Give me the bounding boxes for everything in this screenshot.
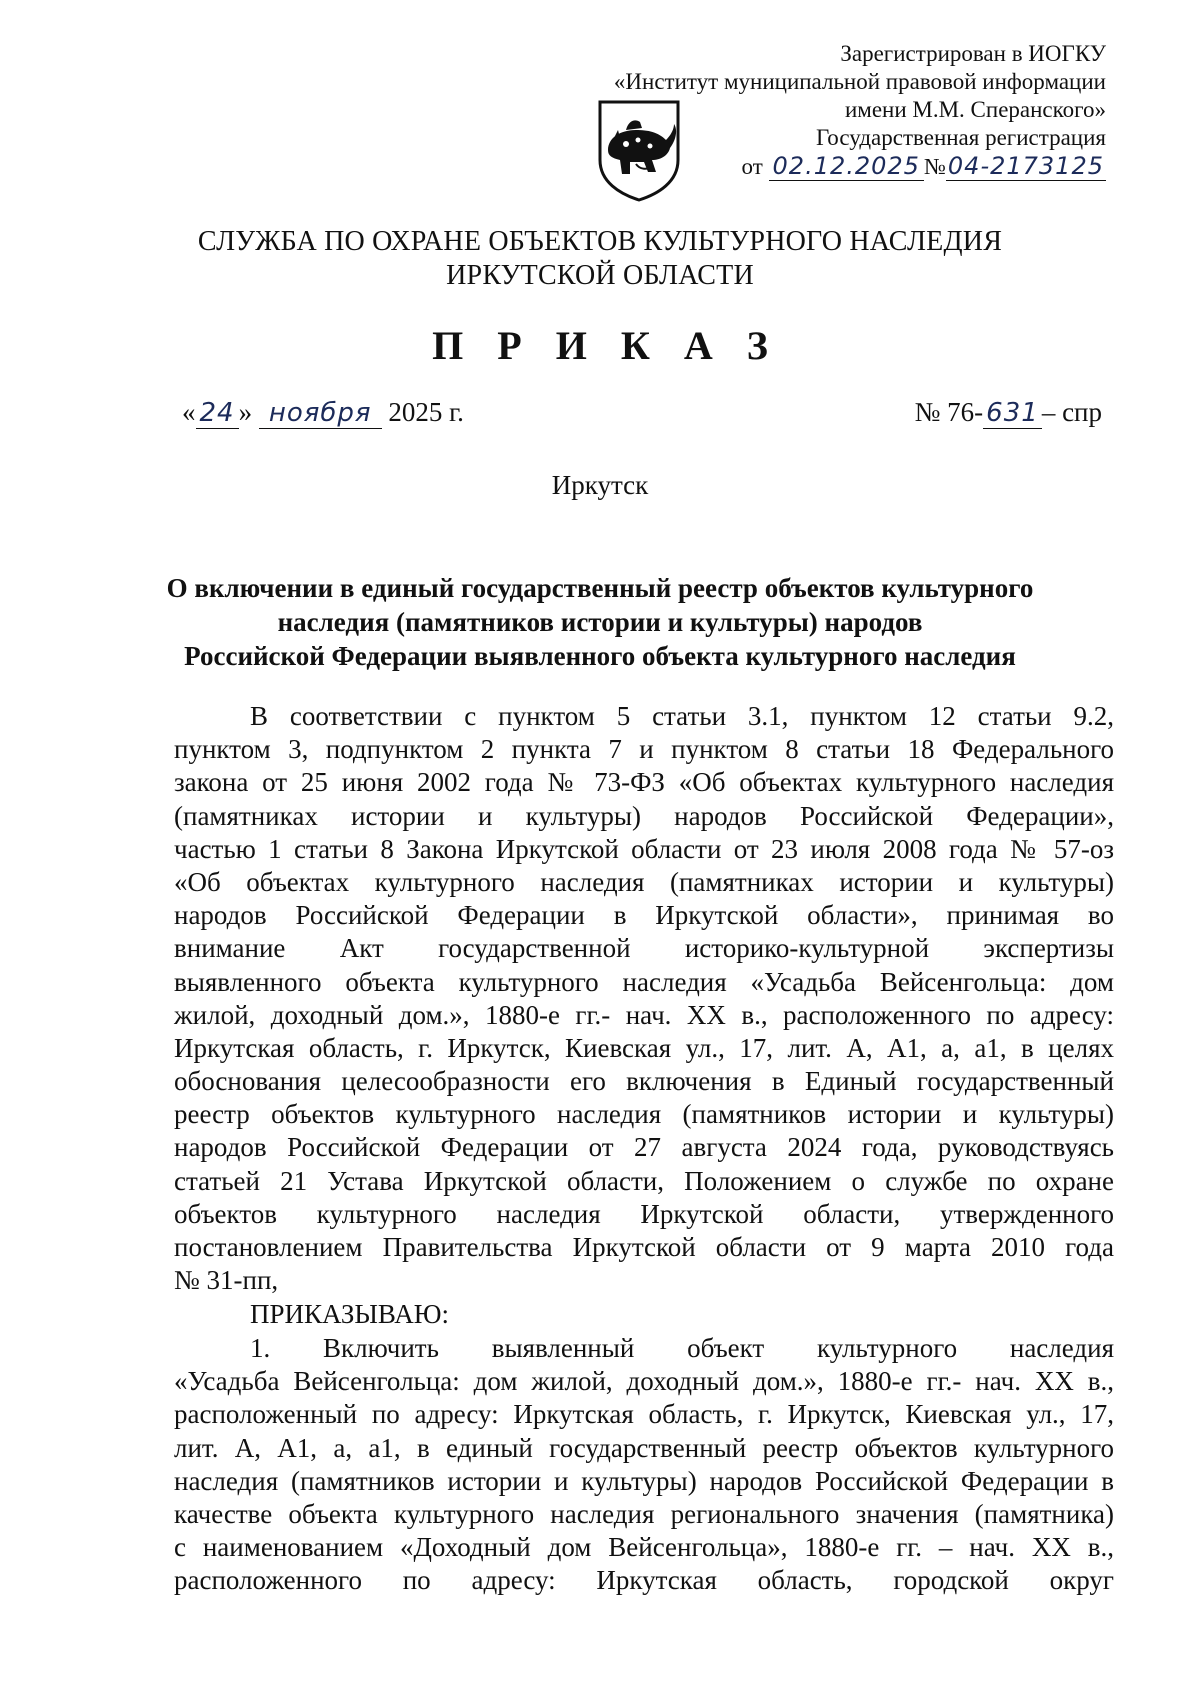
order-item-1 — [174, 1332, 1114, 1598]
order-number-prefix: № 76- — [914, 397, 984, 427]
text-line: народов Российской Федерации от 27 августа 2024 года, руководствуясь — [174, 1132, 1114, 1163]
text-line: наследия (памятников истории и культуры) народов Российской Федерации в — [174, 1465, 1114, 1496]
text-line: выявленного объекта культурного наследия «Усадьба Вейсенгольца: дом — [174, 966, 1114, 997]
text-line: качестве объекта культурного наследия регионального значения (памятника) — [174, 1498, 1114, 1529]
text-line: «Усадьба Вейсенгольца: дом жилой, доходный дом.», 1880-е гг.- нач. XX в., — [174, 1366, 1114, 1397]
registration-line: имени М.М. Сперанского» — [844, 97, 1106, 122]
text-line: внимание Акт государственной историко-культурной экспертизы — [174, 933, 1114, 964]
text-line: лит. А, А1, а, а1, в единый государственный реестр объектов культурного — [174, 1432, 1114, 1463]
text-line: с наименованием «Доходный дом Вейсенгольца», 1880-е гг. – нач. XX в., — [174, 1532, 1114, 1563]
text-line: № 31-пп, — [174, 1265, 279, 1296]
registration-number: 04-2173125 — [947, 152, 1104, 180]
agency-name-line: ИРКУТСКОЙ ОБЛАСТИ — [446, 260, 754, 291]
document-title — [120, 571, 1080, 673]
registration-number-prefix: № — [923, 154, 946, 179]
text-line: «Об объектах культурного наследия (памятниках истории и культуры) — [174, 866, 1114, 897]
text-line: объектов культурного наследия Иркутской области, утвержденного — [174, 1198, 1114, 1229]
agency-name — [0, 225, 1200, 293]
title-line: Российской Федерации выявленного объекта культурного наследия — [184, 641, 1016, 671]
order-day: 24 — [196, 398, 239, 429]
text-line: закона от 25 июня 2002 года № 73-ФЗ «Об объектах культурного наследия — [174, 767, 1114, 798]
text-line: жилой, доходный дом.», 1880-е гг.- нач. XX в., расположенного по адресу: — [174, 999, 1114, 1030]
order-number-suffix: – спр — [1041, 397, 1102, 427]
text-line: статьей 21 Устава Иркутской области, Положением о службе по охране — [174, 1165, 1114, 1196]
text-line: (памятниках истории и культуры) народов Российской Федерации», — [174, 800, 1114, 831]
order-year: 2025 г. — [388, 397, 464, 427]
preamble-paragraph — [174, 700, 1114, 1297]
order-directive: ПРИКАЗЫВАЮ: — [250, 1299, 449, 1329]
document-type-heading: П Р И К А З — [432, 323, 780, 368]
date-number-row — [182, 397, 1102, 437]
registration-line: Зарегистрирован в ИОГКУ — [840, 41, 1106, 66]
text-line: частью 1 статьи 8 Закона Иркутской области от 23 июля 2008 года № 57-оз — [174, 833, 1114, 864]
city-name: Иркутск — [551, 470, 649, 500]
text-line: народов Российской Федерации в Иркутской области», принимая во — [174, 900, 1114, 931]
order-number — [915, 397, 1102, 428]
text-line: расположенного по адресу: Иркутская область, городской округ — [174, 1565, 1114, 1596]
title-line: наследия (памятников истории и культуры) народов — [277, 607, 923, 637]
text-line: 1. Включить выявленный объект культурного наследия — [250, 1333, 1114, 1363]
date-close-quote: » — [238, 397, 253, 427]
agency-name-line: СЛУЖБА ПО ОХРАНЕ ОБЪЕКТОВ КУЛЬТУРНОГО НАСЛЕДИЯ — [197, 226, 1003, 257]
order-month: ноября — [259, 398, 382, 429]
text-line: расположенный по адресу: Иркутская область, г. Иркутск, Киевская ул., 17, — [174, 1399, 1114, 1430]
registration-date: 02.12.2025 — [769, 152, 924, 181]
order-date — [182, 397, 464, 428]
text-line: обоснования целесообразности его включения в Единый государственный — [174, 1066, 1114, 1097]
text-line: реестр объектов культурного наследия (памятников истории и культуры) — [174, 1099, 1114, 1130]
text-line: Иркутская область, г. Иркутск, Киевская ул., 17, лит. А, А1, а, а1, в целях — [174, 1032, 1114, 1063]
registration-date-prefix: от — [741, 154, 763, 179]
date-open-quote: « — [182, 397, 196, 427]
text-line: пунктом 3, подпунктом 2 пункта 7 и пунктом 8 статьи 18 Федерального — [174, 734, 1114, 765]
registration-line: Государственная регистрация — [816, 125, 1106, 150]
order-number-handwritten: 631 — [983, 398, 1042, 429]
registration-line: «Институт муниципальной правовой информации — [613, 69, 1106, 94]
text-line: постановлением Правительства Иркутской области от 9 марта 2010 года — [174, 1232, 1114, 1262]
title-line: О включении в единый государственный реестр объектов культурного — [166, 573, 1034, 603]
text-line: В соответствии с пунктом 5 статьи 3.1, пунктом 12 статьи 9.2, — [250, 701, 1114, 731]
coat-of-arms-icon — [596, 98, 682, 204]
